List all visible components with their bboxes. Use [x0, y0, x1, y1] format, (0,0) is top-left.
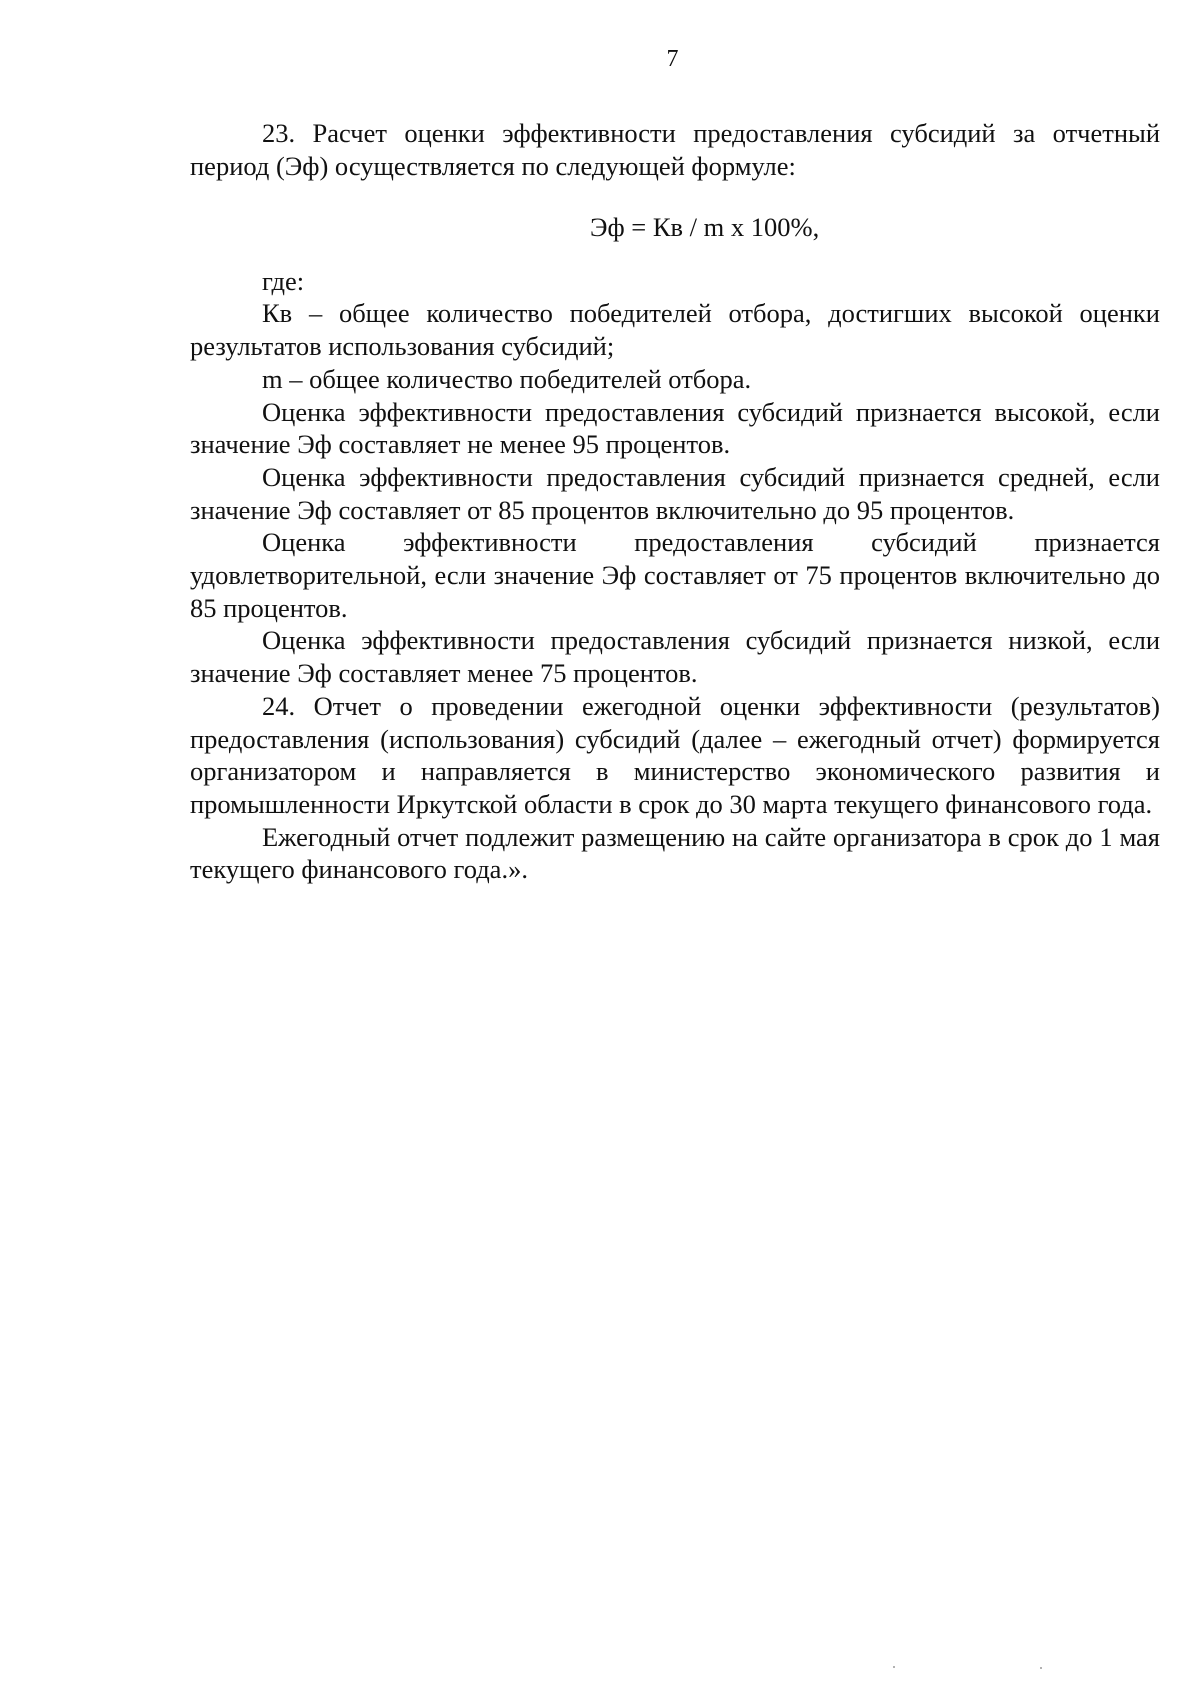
- scan-speck: [1040, 1667, 1042, 1669]
- page-number: 7: [666, 46, 679, 72]
- m-definition: m – общее количество победителей отбора.: [262, 363, 752, 394]
- high-rating-paragraph: Оценка эффективности предоставления субсидий признается высокой, если значение Эф составляет не менее 95 процентов.: [190, 396, 1160, 460]
- paragraph-24: 24. Отчет о проведении ежегодной оценки эффективности (результатов) предоставления (использования) субсидий (далее – ежегодный отчет) формируется организатором и направляется в министерство экономического развития и промышленности Иркутской области в срок до 30 марта текущего финансового года.: [190, 690, 1160, 819]
- kv-definition: Кв – общее количество победителей отбора, достигших высокой оценки результатов использования субсидий;: [190, 298, 1160, 362]
- medium-rating-paragraph: Оценка эффективности предоставления субсидий признается средней, если значение Эф составляет от 85 процентов включительно до 95 процентов.: [190, 461, 1160, 525]
- where-label: где:: [262, 266, 305, 297]
- paragraph-23: 23. Расчет оценки эффективности предоставления субсидий за отчетный период (Эф) осуществляется по следующей формуле:: [190, 118, 1160, 181]
- formula: Эф = Кв / m х 100%,: [590, 212, 820, 243]
- annual-report-paragraph: Ежегодный отчет подлежит размещению на сайте организатора в срок до 1 мая текущего финансового года.».: [190, 821, 1160, 885]
- low-rating-paragraph: Оценка эффективности предоставления субсидий признается низкой, если значение Эф составляет менее 75 процентов.: [190, 625, 1160, 689]
- satisfactory-rating-paragraph: Оценка эффективности предоставления субсидий признается удовлетворительной, если значение Эф составляет от 75 процентов включительно до 85 процентов.: [190, 527, 1160, 623]
- document-body: [190, 117, 1160, 886]
- scan-speck: [893, 1666, 895, 1668]
